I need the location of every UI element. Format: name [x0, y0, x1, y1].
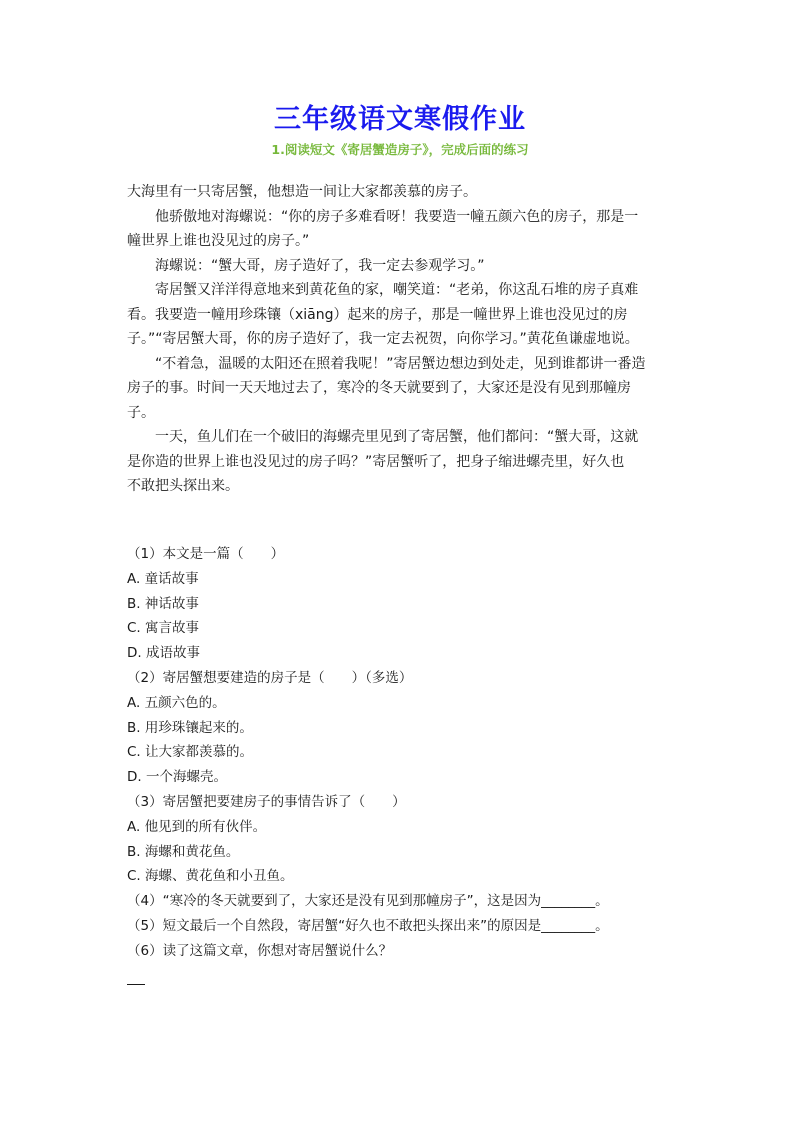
question-5: （5）短文最后一个自然段，寄居蟹“好久也不敢把头探出来”的原因是________。	[127, 917, 609, 934]
reading-passage	[127, 180, 687, 499]
option-c: C. 海螺、黄花鱼和小丑鱼。	[127, 868, 294, 885]
option-c: C. 让大家都羡慕的。	[127, 744, 254, 761]
passage-line: 海螺说：“蟹大哥，房子造好了，我一定去参观学习。”	[127, 257, 485, 274]
option-b: B. 用珍珠镶起来的。	[127, 719, 253, 736]
answer-blank-line	[127, 984, 145, 985]
passage-line: 看。我要造一幢用珍珠镶（xiāng）起来的房子，那是一幢世界上谁也没见过的房	[127, 306, 628, 323]
option-b: B. 神话故事	[127, 595, 199, 612]
question-2: （2）寄居蟹想要建造的房子是（ ）（多选）	[127, 669, 413, 686]
question-6: （6）读了这篇文章，你想对寄居蟹说什么？	[127, 942, 393, 959]
passage-line: 不敢把头探出来。	[127, 478, 239, 494]
passage-line: 寄居蟹又洋洋得意地来到黄花鱼的家，嘲笑道：“老弟，你这乱石堆的房子真难	[127, 282, 639, 298]
passage-line: 子。”“寄居蟹大哥，你的房子造好了，我一定去祝贺，向你学习。”黄花鱼谦虚地说。	[127, 331, 639, 347]
passage-line: 房子的事。时间一天天地过去了，寒冷的冬天就要到了，大家还是没有见到那幢房	[127, 380, 631, 396]
option-a: A. 他见到的所有伙伴。	[127, 818, 267, 835]
option-d: D. 一个海螺壳。	[127, 769, 227, 786]
passage-line: 一天，鱼儿们在一个破旧的海螺壳里见到了寄居蟹，他们都问：“蟹大哥，这就	[127, 429, 639, 445]
option-c: C. 寓言故事	[127, 620, 200, 637]
document-title: 三年级语文寒假作业	[274, 104, 526, 135]
question-4: （4）“寒冷的冬天就要到了，大家还是没有见到那幢房子”，这是因为________。	[127, 893, 609, 910]
option-a: A. 五颜六色的。	[127, 694, 226, 711]
passage-line: 子。	[127, 404, 155, 421]
option-d: D. 成语故事	[127, 645, 200, 662]
passage-line: 幢世界上谁也没见过的房子。”	[127, 233, 310, 249]
option-b: B. 海螺和黄花鱼。	[127, 843, 240, 860]
passage-line: 他骄傲地对海螺说：“你的房子多难看呀！我要造一幢五颜六色的房子，那是一	[127, 208, 639, 225]
question-3: （3）寄居蟹把要建房子的事情告诉了（ ）	[127, 793, 406, 810]
question-list	[127, 542, 687, 964]
passage-line: 是你造的世界上谁也没见过的房子吗？”寄居蟹听了，把身子缩进螺壳里，好久也	[127, 453, 625, 470]
document-subtitle: 1.阅读短文《寄居蟹造房子》，完成后面的练习	[271, 142, 529, 157]
question-1: （1）本文是一篇（ ）	[127, 546, 285, 562]
option-a: A. 童话故事	[127, 570, 199, 587]
passage-line: 大海里有一只寄居蟹，他想造一间让大家都羡慕的房子。	[127, 184, 477, 200]
passage-line: “不着急，温暖的太阳还在照着我呢！”寄居蟹边想边到处走，见到谁都讲一番造	[127, 355, 646, 372]
